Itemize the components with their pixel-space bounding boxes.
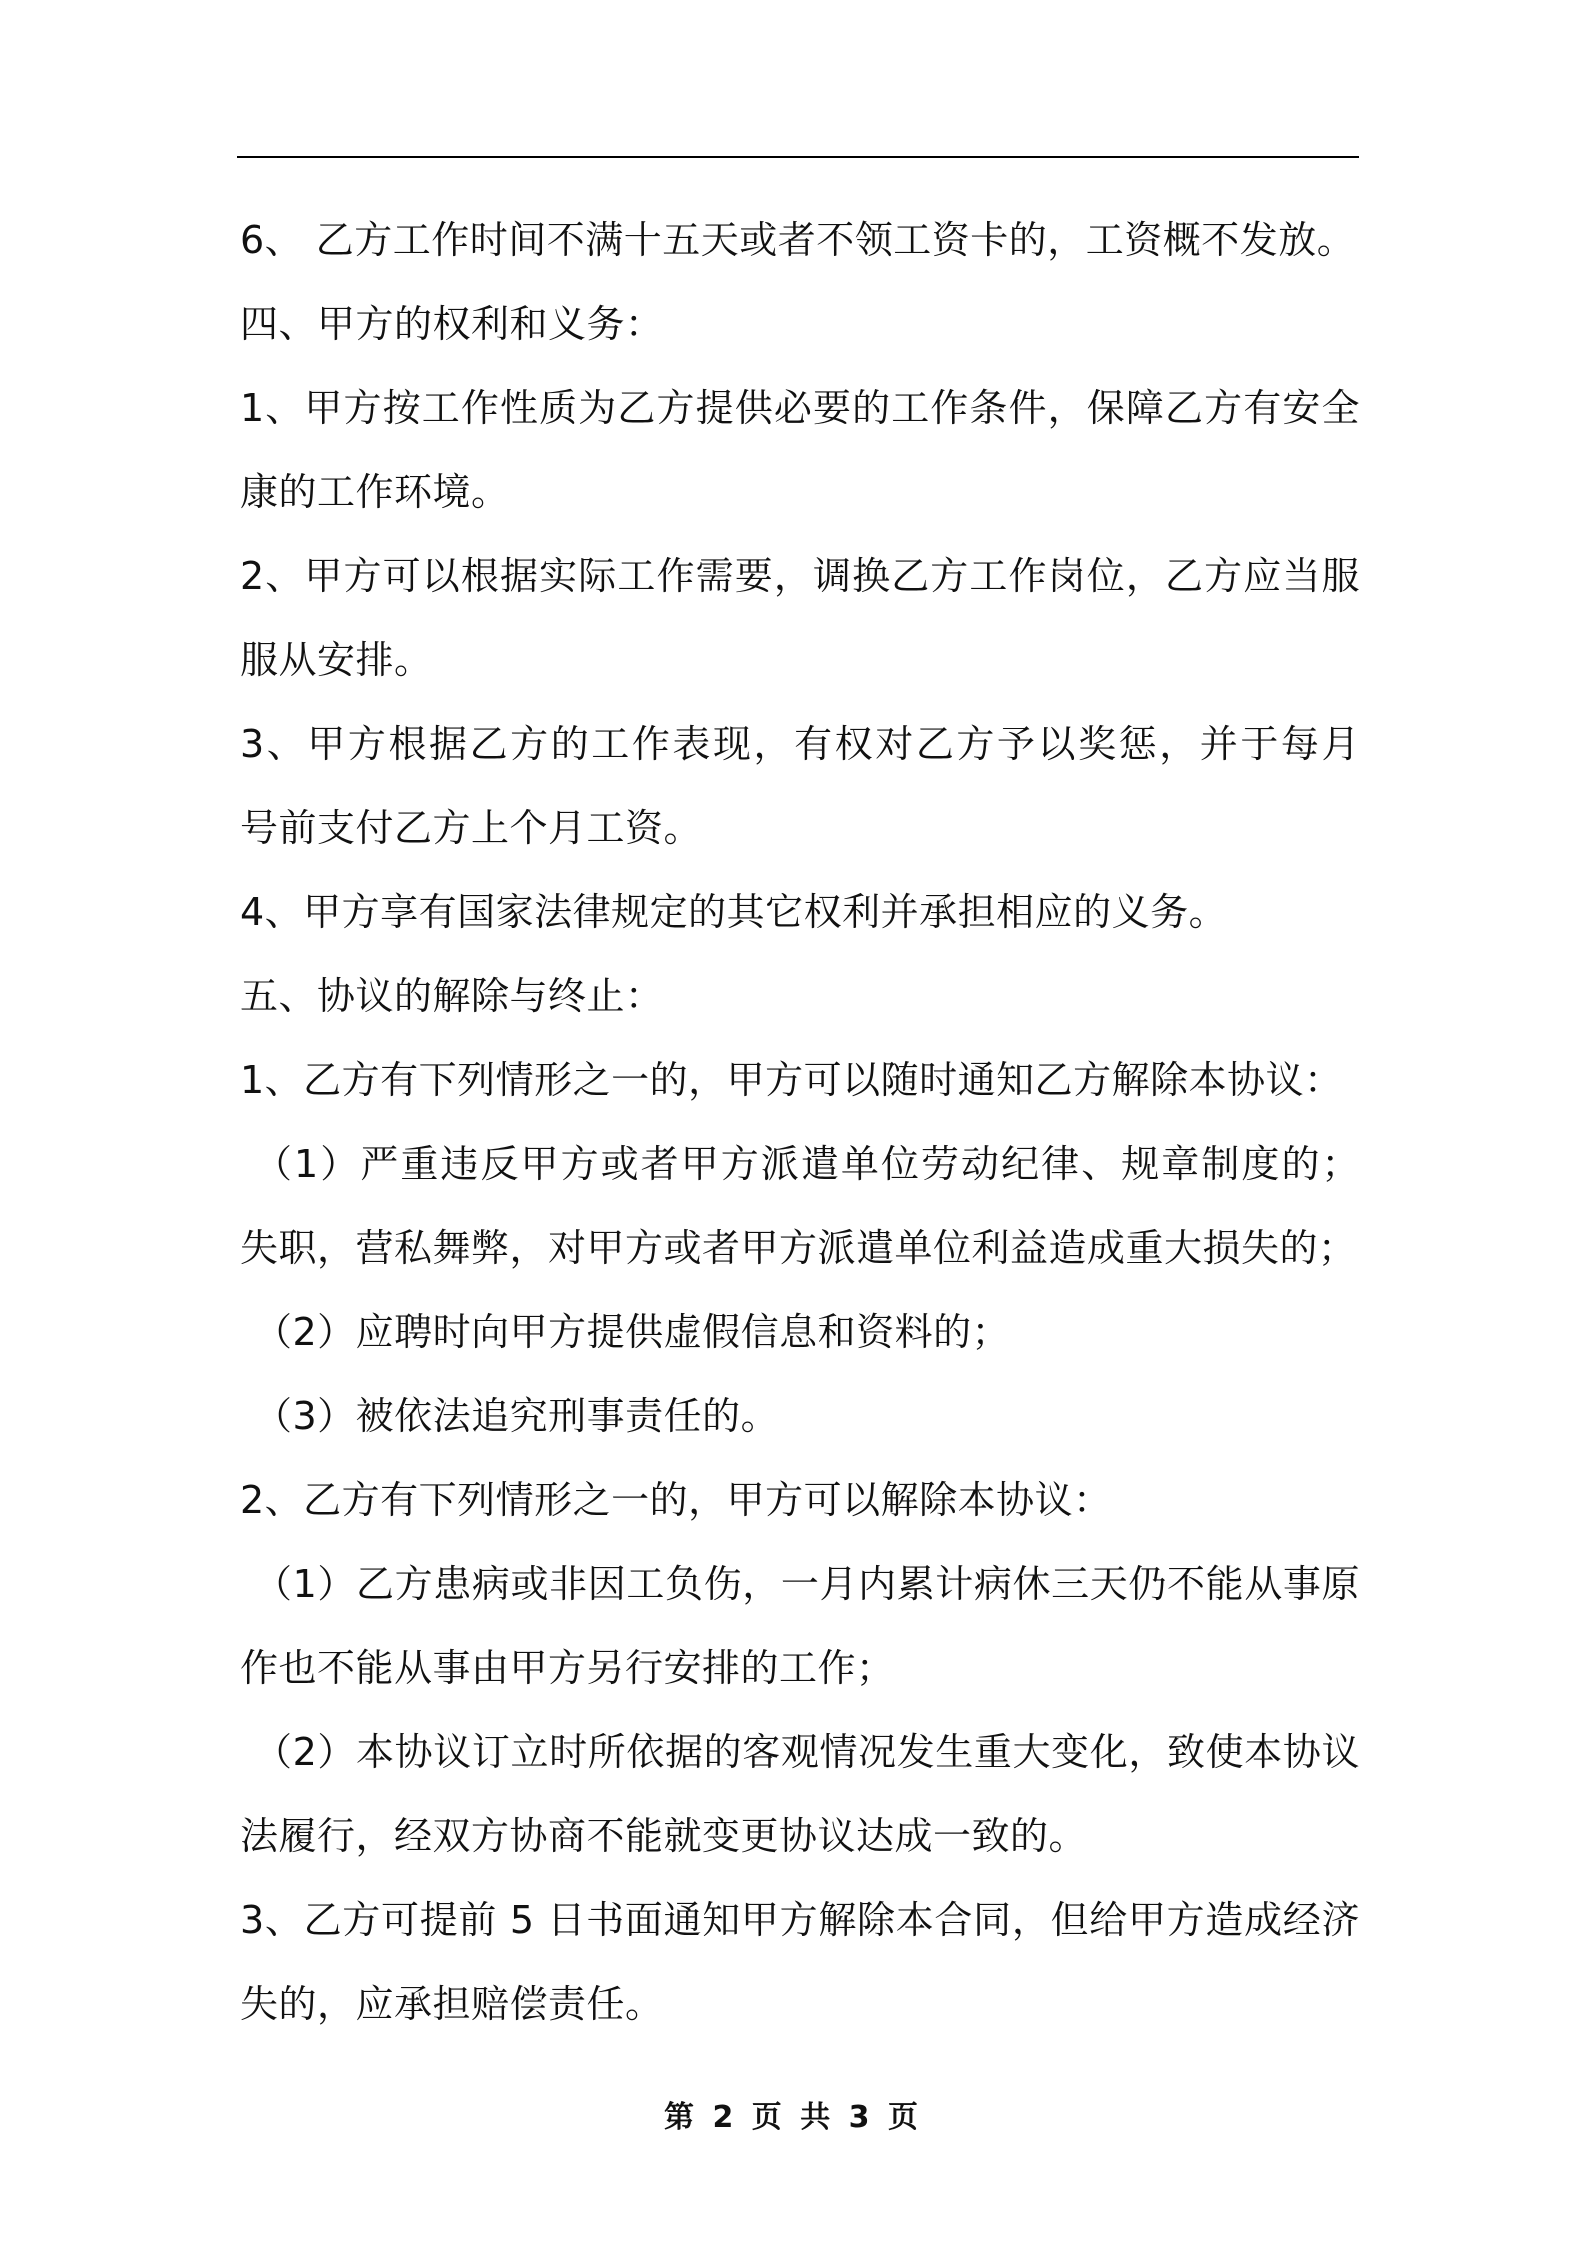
text-line: 1、乙方有下列情形之一的，甲方可以随时通知乙方解除本协议：	[240, 1058, 1343, 1102]
text-line: （2）本协议订立时所依据的客观情况发生重大变化，致使本协议	[254, 1730, 1360, 1774]
text-line: 3、乙方可提前 5 日书面通知甲方解除本合同，但给甲方造成经济	[240, 1898, 1360, 1942]
text-line: 法履行，经双方协商不能就变更协议达成一致的。	[240, 1814, 1088, 1858]
text-line: 3、甲方根据乙方的工作表现，有权对乙方予以奖惩，并于每月	[240, 722, 1360, 766]
text-line: 2、乙方有下列情形之一的，甲方可以解除本协议：	[240, 1478, 1112, 1522]
text-line: 失的，应承担赔偿责任。	[240, 1982, 664, 2026]
text-line: （3）被依法追究刑事责任的。	[254, 1394, 780, 1438]
text-line: 6、 乙方工作时间不满十五天或者不领工资卡的，工资概不发放。	[240, 218, 1356, 262]
text-line: 作也不能从事由甲方另行安排的工作；	[240, 1646, 895, 1690]
section-heading: 五、协议的解除与终止：	[240, 974, 664, 1018]
text-line: 服从安排。	[240, 638, 433, 682]
page-number: 第 2 页 共 3 页	[664, 2100, 922, 2135]
section-heading: 四、甲方的权利和义务：	[240, 302, 664, 346]
text-line: 失职，营私舞弊，对甲方或者甲方派遣单位利益造成重大损失的；	[240, 1226, 1357, 1270]
text-line: （1）严重违反甲方或者甲方派遣单位劳动纪律、规章制度的；	[254, 1142, 1360, 1186]
text-line: 2、甲方可以根据实际工作需要，调换乙方工作岗位，乙方应当服	[240, 554, 1360, 598]
text-line: 号前支付乙方上个月工资。	[240, 806, 703, 850]
text-line: 康的工作环境。	[240, 470, 510, 514]
text-line: 1、甲方按工作性质为乙方提供必要的工作条件，保障乙方有安全	[240, 386, 1360, 430]
header-rule	[237, 156, 1359, 158]
text-line: 4、甲方享有国家法律规定的其它权利并承担相应的义务。	[240, 890, 1228, 934]
document-body	[240, 198, 1360, 2046]
text-line: （2）应聘时向甲方提供虚假信息和资料的；	[254, 1310, 1011, 1354]
text-line: （1）乙方患病或非因工负伤，一月内累计病休三天仍不能从事原	[254, 1562, 1360, 1606]
